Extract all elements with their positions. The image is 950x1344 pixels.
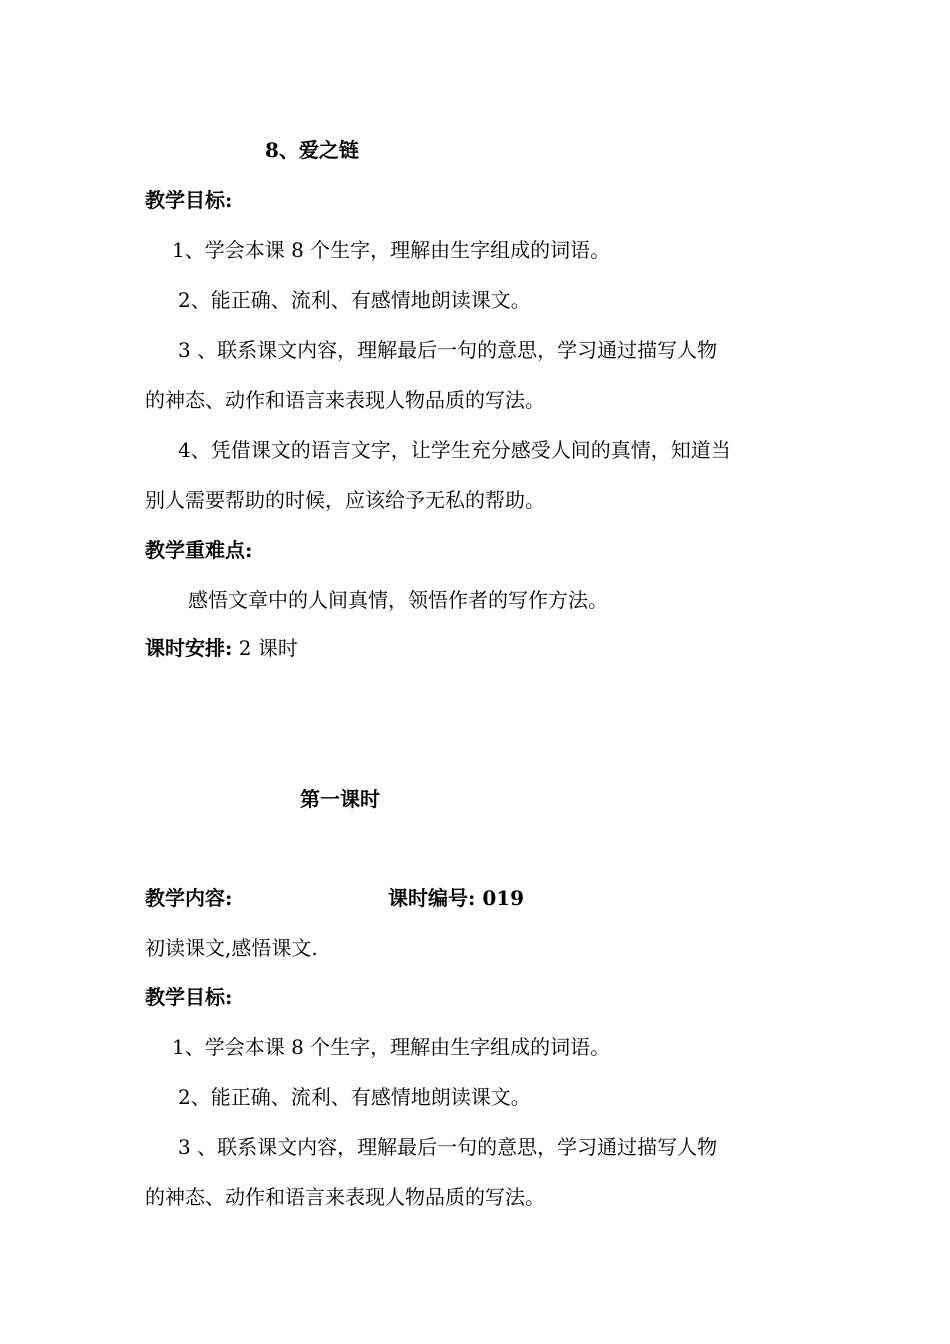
content-heading: 教学内容: <box>145 886 233 910</box>
schedule-label: 课时安排: <box>145 636 233 660</box>
goal-item: 1、学会本课 8 个生字，理解由生字组成的词语。 <box>172 238 611 262</box>
lesson-goal-item-continued: 的神态、动作和语言来表现人物品质的写法。 <box>145 1185 545 1209</box>
schedule-line <box>145 634 298 662</box>
schedule-value: 2 课时 <box>232 636 298 660</box>
goal-item: 4、凭借课文的语言文字，让学生充分感受人间的真情，知道当 <box>178 438 731 462</box>
goal-item-continued: 的神态、动作和语言来表现人物品质的写法。 <box>145 388 545 412</box>
lesson-goals-heading: 教学目标: <box>145 985 233 1009</box>
document-title: 8、爱之链 <box>265 138 359 162</box>
key-points-heading: 教学重难点: <box>145 538 253 562</box>
goal-item: 2、能正确、流利、有感情地朗读课文。 <box>178 288 531 312</box>
lesson-goal-item: 2、能正确、流利、有感情地朗读课文。 <box>178 1085 531 1109</box>
lesson-goal-item: 3 、联系课文内容，理解最后一句的意思，学习通过描写人物 <box>178 1135 718 1159</box>
content-text: 初读课文,感悟课文. <box>145 936 318 960</box>
lesson-goal-item: 1、学会本课 8 个生字，理解由生字组成的词语。 <box>172 1035 611 1059</box>
goal-item-continued: 别人需要帮助的时候，应该给予无私的帮助。 <box>145 488 545 512</box>
goals-heading: 教学目标: <box>145 188 233 212</box>
lesson-title: 第一课时 <box>300 787 380 811</box>
key-points-text: 感悟文章中的人间真情，领悟作者的写作方法。 <box>188 588 608 612</box>
lesson-number: 课时编号: 019 <box>388 886 525 910</box>
goal-item: 3 、联系课文内容，理解最后一句的意思，学习通过描写人物 <box>178 338 718 362</box>
